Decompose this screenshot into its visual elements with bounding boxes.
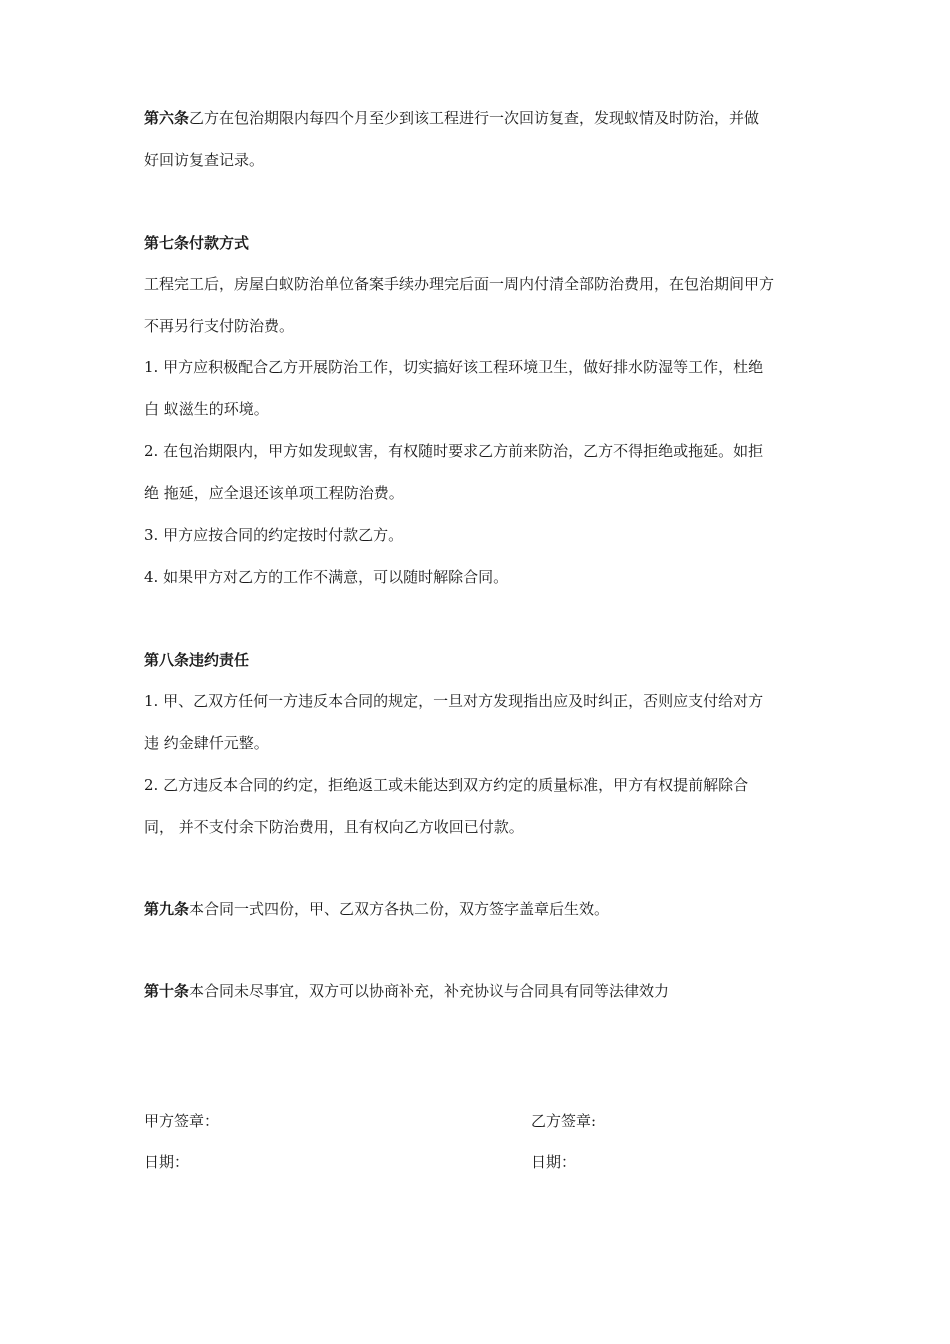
article-8-heading: 第八条违约责任 <box>144 651 250 669</box>
article-9 <box>144 899 609 919</box>
article-7-item-1-line-2: 白 蚁滋生的环境。 <box>144 400 269 418</box>
article-7-heading: 第七条付款方式 <box>144 234 250 252</box>
article-6-text: 乙方在包治期限内每四个月至少到该工程进行一次回访复查，发现蚁情及时防治，并做 <box>189 109 760 127</box>
article-10 <box>144 981 669 1001</box>
article-7-paragraph-line-2: 不再另行支付防治费。 <box>144 317 295 335</box>
article-8-item-2-line-2: 同， 并不支付余下防治费用，且有权向乙方收回已付款。 <box>144 818 524 836</box>
article-7-item-2-line-1: 2. 在包治期限内，甲方如发现蚁害，有权随时要求乙方前来防治，乙方不得拒绝或拖延。如拒 <box>144 442 764 460</box>
article-7-item-2-line-2: 绝 拖延，应全退还该单项工程防治费。 <box>144 484 404 502</box>
party-b-signature-label: 乙方签章: <box>531 1112 597 1130</box>
party-a-signature-label: 甲方签章： <box>144 1112 220 1130</box>
article-6-line-2: 好回访复查记录。 <box>144 151 265 169</box>
article-10-text: 本合同未尽事宜，双方可以协商补充，补充协议与合同具有同等法律效力 <box>189 982 670 1000</box>
article-8-item-1-line-1: 1. 甲、乙双方任何一方违反本合同的规定，一旦对方发现指出应及时纠正，否则应支付给对方 <box>144 692 764 710</box>
article-7-item-4: 4. 如果甲方对乙方的工作不满意，可以随时解除合同。 <box>144 568 509 586</box>
party-a-date-label: 日期： <box>144 1153 190 1171</box>
article-7-item-3: 3. 甲方应按合同的约定按时付款乙方。 <box>144 526 404 544</box>
article-8-item-2-line-1: 2. 乙方违反本合同的约定，拒绝返工或未能达到双方约定的质量标准，甲方有权提前解除合 <box>144 776 749 794</box>
article-10-heading: 第十条 <box>144 982 190 1000</box>
article-6-heading: 第六条 <box>144 109 190 127</box>
article-7-item-1-line-1: 1. 甲方应积极配合乙方开展防治工作，切实搞好该工程环境卫生，做好排水防湿等工作，杜绝 <box>144 358 764 376</box>
party-b-date-label: 日期： <box>531 1153 577 1171</box>
article-7-paragraph-line-1: 工程完工后，房屋白蚁防治单位备案手续办理完后面一周内付清全部防治费用，在包治期间甲方 <box>144 275 775 293</box>
article-8-item-1-line-2: 违 约金肆仟元整。 <box>144 734 269 752</box>
article-9-heading: 第九条 <box>144 900 190 918</box>
article-9-text: 本合同一式四份，甲、乙双方各执二份，双方签字盖章后生效。 <box>189 900 610 918</box>
article-6-line-1 <box>144 108 759 128</box>
